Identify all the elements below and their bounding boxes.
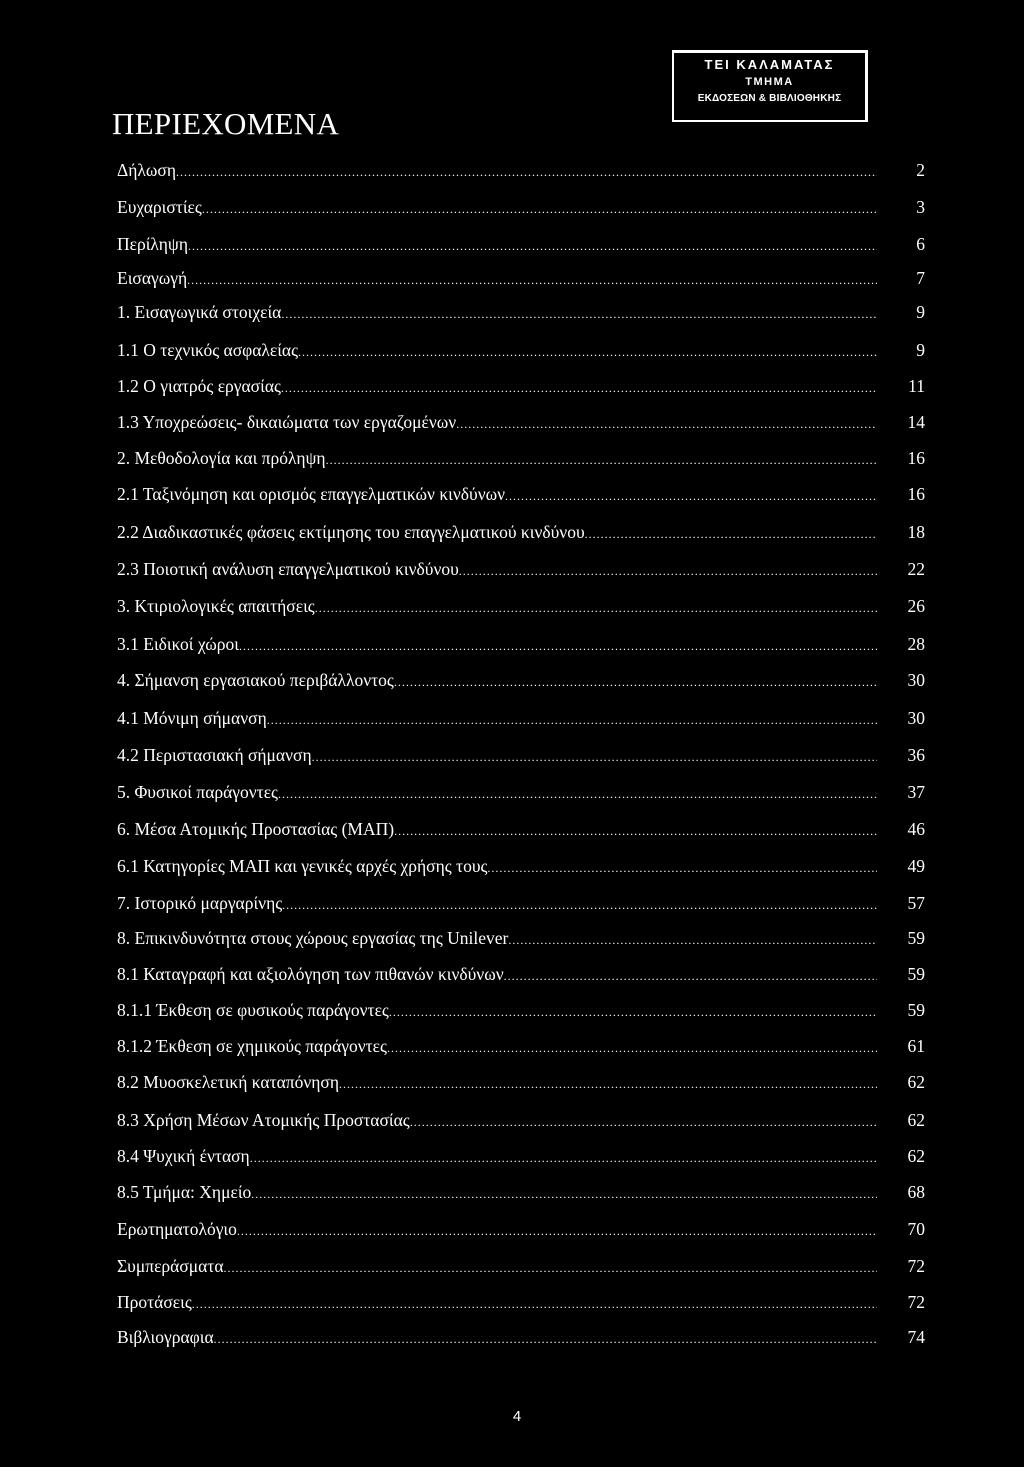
toc-entry-label: 1.3 Υποχρεώσεις- δικαιώματα των εργαζομένων: [117, 412, 457, 432]
toc-entry-page: 30: [907, 708, 925, 728]
toc-entry-label: 6.1 Κατηγορίες ΜΑΠ και γενικές αρχές χρήσης τους: [117, 856, 488, 876]
leader-dots: [188, 239, 877, 254]
leader-dots: [394, 675, 877, 690]
toc-entry: [117, 1000, 925, 1024]
toc-entry: [117, 856, 925, 880]
toc-entry-page: 30: [907, 670, 925, 690]
leader-dots: [281, 307, 877, 322]
toc-entry-page: 62: [907, 1072, 925, 1092]
toc-entry-page: 3: [916, 197, 925, 217]
toc-entry-page: 68: [907, 1182, 925, 1202]
toc-entry: [117, 708, 925, 732]
toc-entry: [117, 302, 925, 326]
leader-dots: [282, 898, 877, 913]
leader-dots: [410, 1115, 877, 1130]
toc-entry-label: Ευχαριστίες: [117, 197, 202, 217]
page-number: 4: [512, 1408, 522, 1425]
toc-entry-label: 8.3 Χρήση Μέσων Ατομικής Προστασίας: [117, 1110, 410, 1130]
toc-entry: [117, 745, 925, 769]
leader-dots: [267, 713, 877, 728]
library-stamp: [672, 50, 868, 122]
leader-dots: [315, 601, 877, 616]
leader-dots: [505, 489, 877, 504]
leader-dots: [389, 1005, 877, 1020]
toc-entry: [117, 340, 925, 364]
leader-dots: [224, 1261, 877, 1276]
toc-entry: [117, 819, 925, 843]
toc-entry-label: 1. Εισαγωγικά στοιχεία: [117, 302, 282, 322]
toc-entry-label: 8.1.1 Έκθεση σε φυσικούς παράγοντες: [117, 1000, 389, 1020]
toc-entry-label: 2.2 Διαδικαστικές φάσεις εκτίμησης του επαγγελματικού κινδύνου: [117, 522, 585, 542]
toc-entry-page: 14: [907, 412, 925, 432]
toc-entry-page: 28: [907, 634, 925, 654]
toc-entry-page: 59: [907, 928, 925, 948]
toc-entry-page: 7: [916, 268, 925, 288]
toc-entry: [117, 1219, 925, 1243]
toc-entry-label: 1.2 Ο γιατρός εργασίας: [117, 376, 281, 396]
toc-entry-label: 3. Κτιριολογικές απαιτήσεις: [117, 596, 315, 616]
toc-entry-label: 5. Φυσικοί παράγοντες: [117, 782, 278, 802]
toc-entry-label: 7. Ιστορικό μαργαρίνης: [117, 893, 283, 913]
leader-dots: [298, 345, 877, 360]
leader-dots: [339, 1077, 877, 1092]
leader-dots: [394, 824, 877, 839]
toc-entry: [117, 1182, 925, 1206]
toc-entry-label: 4.1 Μόνιμη σήμανση: [117, 708, 267, 728]
toc-entry-page: 36: [907, 745, 925, 765]
toc-entry-page: 18: [907, 522, 925, 542]
toc-entry: [117, 964, 925, 988]
toc-entry-page: 57: [907, 893, 925, 913]
toc-entry: [117, 484, 925, 508]
toc-entry-page: 11: [908, 376, 925, 396]
leader-dots: [326, 453, 877, 468]
toc-entry-page: 72: [907, 1256, 925, 1276]
toc-entry-label: 3.1 Ειδικοί χώροι: [117, 634, 239, 654]
toc-entry-page: 62: [907, 1146, 925, 1166]
leader-dots: [214, 1332, 877, 1347]
toc-entry: [117, 782, 925, 806]
toc-entry: [117, 197, 925, 221]
leader-dots: [192, 1297, 877, 1312]
toc-entry: [117, 1072, 925, 1096]
toc-entry: [117, 1327, 925, 1351]
toc-entry: [117, 670, 925, 694]
toc-entry-page: 16: [907, 484, 925, 504]
toc-entry-page: 2: [916, 160, 925, 180]
toc-entry-page: 9: [916, 340, 925, 360]
leader-dots: [278, 787, 877, 802]
leader-dots: [250, 1151, 877, 1166]
toc-entry: [117, 596, 925, 620]
leader-dots: [281, 381, 877, 396]
toc-entry-label: Δήλωση: [117, 160, 176, 180]
page-title: ΠΕΡΙΕΧΟΜΕΝΑ: [112, 106, 340, 141]
toc-entry-label: 8.1 Καταγραφή και αξιολόγηση των πιθανών κινδύνων: [117, 964, 504, 984]
toc-entry: [117, 928, 925, 952]
leader-dots: [176, 165, 877, 180]
toc-entry-label: 2.3 Ποιοτική ανάλυση επαγγελματικού κινδύνου: [117, 559, 459, 579]
toc-entry-page: 49: [907, 856, 925, 876]
leader-dots: [239, 639, 877, 654]
toc-entry: [117, 376, 925, 400]
toc-entry: [117, 412, 925, 436]
toc-entry-label: 8. Επικινδυνότητα στους χώρους εργασίας της Unilever: [117, 928, 509, 948]
toc-entry: [117, 1292, 925, 1316]
leader-dots: [312, 750, 877, 765]
toc-entry: [117, 559, 925, 583]
leader-dots: [251, 1187, 877, 1202]
toc-entry-label: 8.4 Ψυχική ένταση: [117, 1146, 250, 1166]
toc-entry: [117, 634, 925, 658]
toc-entry-page: 9: [916, 302, 925, 322]
toc-entry: [117, 1036, 925, 1060]
leader-dots: [459, 564, 877, 579]
toc-entry: [117, 1256, 925, 1280]
toc-entry-page: 59: [907, 964, 925, 984]
leader-dots: [202, 202, 877, 217]
toc-entry-label: 4.2 Περιστασιακή σήμανση: [117, 745, 312, 765]
toc-entry-page: 74: [907, 1327, 925, 1347]
toc-entry-label: Προτάσεις: [117, 1292, 192, 1312]
leader-dots: [585, 527, 877, 542]
toc-entry-label: 1.1 Ο τεχνικός ασφαλείας: [117, 340, 299, 360]
toc-entry: [117, 1146, 925, 1170]
toc-entry-page: 70: [907, 1219, 925, 1239]
toc-entry-page: 16: [907, 448, 925, 468]
stamp-line-1: ΤΕΙ ΚΑΛΑΜΑΤΑΣ: [704, 57, 835, 72]
toc-entry: [117, 234, 925, 258]
stamp-line-3: ΕΚΔΟΣΕΩΝ & ΒΙΒΛΙΟΘΗΚΗΣ: [697, 93, 842, 104]
toc-entry-page: 6: [916, 234, 925, 254]
leader-dots: [487, 861, 877, 876]
leader-dots: [456, 417, 877, 432]
leader-dots: [237, 1224, 877, 1239]
toc-entry: [117, 893, 925, 917]
toc-entry-label: 6. Μέσα Ατομικής Προστασίας (ΜΑΠ): [117, 819, 395, 839]
toc-entry: [117, 268, 925, 292]
leader-dots: [387, 1041, 877, 1056]
toc-entry-label: 8.5 Τμήμα: Χημείο: [117, 1182, 252, 1202]
toc-entry-page: 26: [907, 596, 925, 616]
toc-entry-page: 46: [907, 819, 925, 839]
toc-entry: [117, 448, 925, 472]
toc-entry: [117, 160, 925, 184]
toc-entry: [117, 1110, 925, 1134]
toc-entry-label: Περίληψη: [117, 234, 189, 254]
toc-entry-page: 22: [907, 559, 925, 579]
toc-entry-label: 2.1 Ταξινόμηση και ορισμός επαγγελματικών κινδύνων: [117, 484, 506, 504]
toc-entry-page: 72: [907, 1292, 925, 1312]
stamp-line-2: ΤΜΗΜΑ: [745, 76, 794, 88]
toc-entry-page: 59: [907, 1000, 925, 1020]
toc-entry-label: Εισαγωγή: [117, 268, 188, 288]
leader-dots: [508, 933, 877, 948]
leader-dots: [187, 273, 877, 288]
toc-entry-label: 4. Σήμανση εργασιακού περιβάλλοντος: [117, 670, 394, 690]
toc-entry-label: Ερωτηματολόγιο: [117, 1219, 237, 1239]
toc-entry-page: 37: [907, 782, 925, 802]
toc-entry-label: Βιβλιογραφια: [117, 1327, 214, 1347]
toc-entry-label: 2. Μεθοδολογία και πρόληψη: [117, 448, 326, 468]
toc-entry-page: 62: [907, 1110, 925, 1130]
toc-entry-label: 8.1.2 Έκθεση σε χημικούς παράγοντες: [117, 1036, 387, 1056]
toc-entry-page: 61: [907, 1036, 925, 1056]
leader-dots: [504, 969, 877, 984]
toc-entry-label: 8.2 Μυοσκελετική καταπόνηση: [117, 1072, 340, 1092]
toc-entry: [117, 522, 925, 546]
toc-entry-label: Συμπεράσματα: [117, 1256, 224, 1276]
